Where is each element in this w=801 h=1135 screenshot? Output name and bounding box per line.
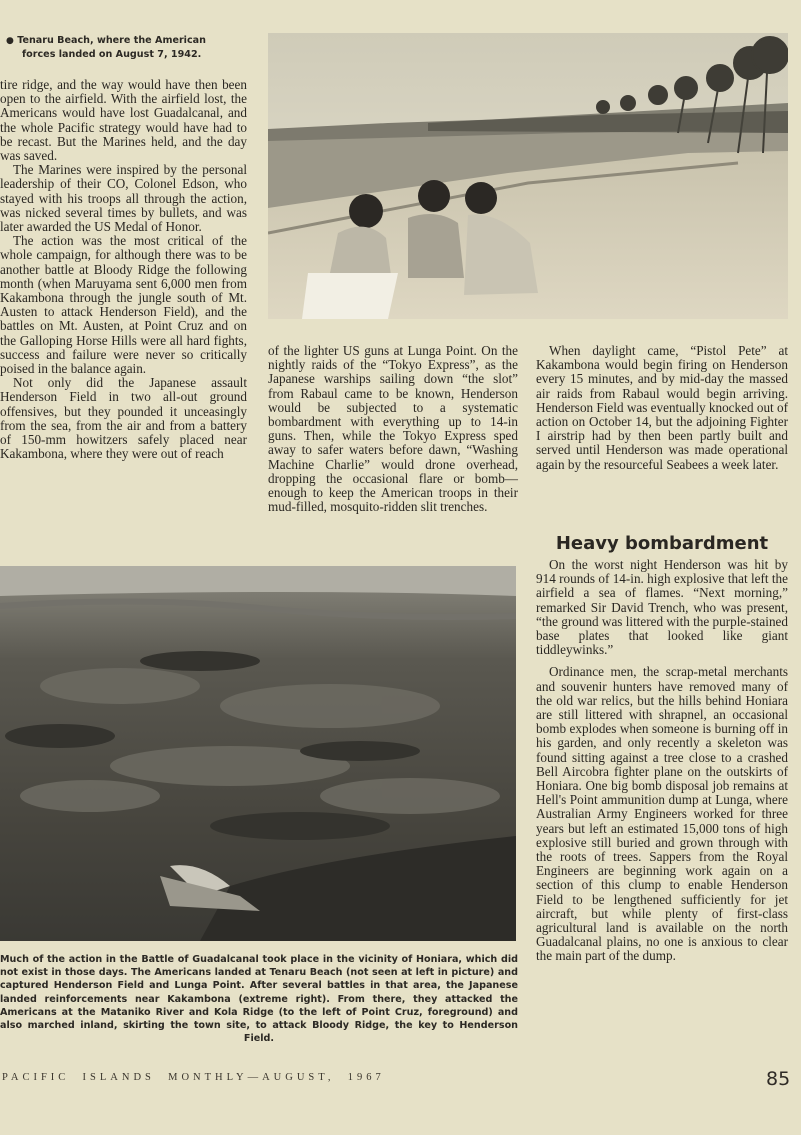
paragraph: Ordinance men, the scrap-metal merchants and souvenir hunters have removed many of the old war relics, but the hills behind Honiara are still littered with shrapnel, an occasional bomb explodes when someone is burning off in his garden, and only recently a skeleton was found sitting against a tree close to a crashed Bell Aircobra fighter plane on the outskirts of Honiara. One big bomb disposal job remains at Hell's Point ammunition dump at Lunga, where Australian Army Engineers worked for three years but left an estimated 15,000 tons of high explosive still buried and grown through with the roots of trees. Sappers from the Royal Engineers are beginning work again on a section of this clump to enable Henderson Field to be lengthened sufficiently for jet aircraft, but while plenty of first-class agricultural land is available on the north Guadalcanal plains, no one is anxious to clear the main part of the dump. (536, 664, 788, 964)
footer-publication: PACIFIC ISLANDS MONTHLY—AUGUST, 1967 (2, 1072, 385, 1083)
section-heading: Heavy bombardment (555, 533, 769, 554)
column-3-upper-text (536, 344, 788, 472)
column-1-text (0, 78, 247, 461)
paragraph: tire ridge, and the way would have then been open to the airfield. With the airfield lost, the Americans would have lost Guadalcanal, and the whole Pacific strategy would have had to be recast. But the Marines held, and the day was saved. (0, 77, 247, 164)
aerial-photo (0, 566, 516, 941)
paragraph: Not only did the Japanese assault Henderson Field in two all-out ground offensives, but they pounded it unceasingly from the sea, from the air and from a battery of 150-mm howitzers safely placed near Kakambona, where they were out of reach (0, 375, 247, 462)
aerial-photo-caption: Much of the action in the Battle of Guadalcanal took place in the vicinity of Honiara, which did not exist in those days. The Americans landed at Tenaru Beach (not seen at left in picture) and captured Henderson Field and Lunga Point. After several battles in that area, the Japanese landed reinforcements near Kakambona (extreme right). From there, they attacked the Americans at the Mataniko River and Kola Ridge (to the left of Point Cruz, foreground) and also marched inland, skirting the town site, to attack Bloody Ridge, the key to Henderson Field. (0, 954, 518, 1045)
paragraph: The action was the most critical of the whole campaign, for although there was to be another battle at Bloody Ridge the following month (when Maruyama sent 6,000 men from Kakambona through the jungle south of Mt. Austen to attack Henderson Field), and the battles on Mt. Austen, at Point Cruz and on the Galloping Horse Hills were all hard fights, success and failure were never so critically poised in the balance again. (0, 233, 247, 377)
paragraph: of the lighter US guns at Lunga Point. On the nightly raids of the “Tokyo Express”, as the Japanese warships sailing down “the slot” from Rabaul came to be known, Henderson would be subjected to a systematic bombardment with everything up to 14-in guns. Then, while the Tokyo Express sped away to safer waters before dawn, “Washing Machine Charlie” would drone overhead, dropping the occasional flare or bomb—enough to keep the American troops in their mud-filled, mosquito-ridden slit trenches. (268, 343, 518, 515)
column-2-text (268, 344, 518, 514)
paragraph: The Marines were inspired by the personal leadership of their CO, Colonel Edson, who stayed with his troops all through the action, was nicked several times by bullets, and was later awarded the US Medal of Honor. (0, 162, 247, 235)
column-3-lower-text (536, 558, 788, 964)
bullet-icon: ● (6, 36, 14, 46)
paragraph: On the worst night Henderson was hit by 914 rounds of 14-in. high explosive that left the airfield a sea of flames. “Next morning,” remarked Sir David Trench, who was present, “the ground was littered with the purple-stained base plates that looked like giant tiddleywinks.” (536, 557, 788, 658)
page-number: 85 (766, 1068, 791, 1090)
paragraph: When daylight came, “Pistol Pete” at Kakambona would begin firing on Henderson every 15 minutes, and by mid-day the massed air raids from Rabaul would begin arriving. Henderson Field was eventually knocked out of action on October 14, but the adjoining Fighter I airstrip had by then been partly built and served until Henderson was made operational again by the resourceful Seabees a week later. (536, 343, 788, 472)
top-photo-caption (6, 34, 252, 61)
caption-line-1: Tenaru Beach, where the American (17, 35, 206, 46)
beach-photo (268, 33, 788, 319)
caption-line-2: forces landed on August 7, 1942. (22, 49, 202, 61)
